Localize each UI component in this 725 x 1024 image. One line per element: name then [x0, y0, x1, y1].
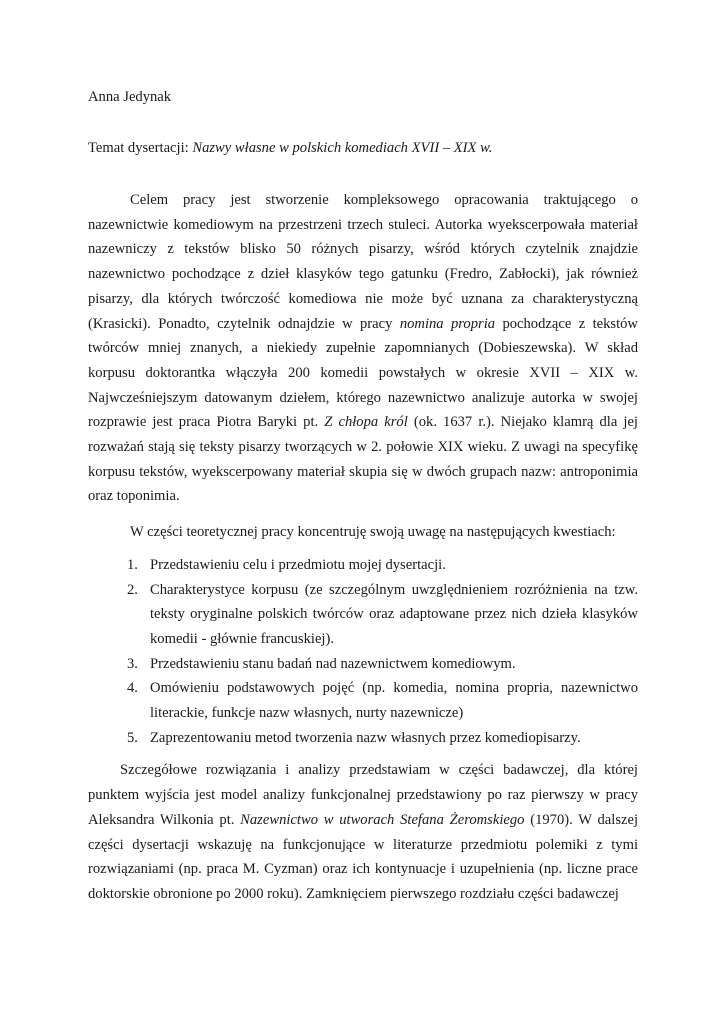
list-item-number: 2.: [127, 581, 138, 598]
list-item-number: 3.: [127, 655, 138, 672]
list-item-text: Charakterystyce korpusu (ze szczególnym uwzględnieniem rozróżnienia na tzw. teksty oryginalne polskich twórców oraz adaptowane przez nich dzieła klasyków komedii - głównie francuskiej).: [150, 581, 638, 647]
paragraph-research-italic-1: Nazewnictwo w utworach Stefana Żeromskiego: [240, 811, 525, 828]
list-item-number: 4.: [127, 680, 138, 697]
paragraph-intro-text-2: pochodzące z tekstów twórców mniej znanych, a niekiedy zupełnie zapomnianych (Dobieszewska). W skład korpusu doktorantka włączyła 200 komedii powstałych w okresie XVII – XIX w. Najwcześniejszym datowanym dziełem, którego nazewnictwo analizuje autorka w swojej rozprawie jest praca Piotra Baryki pt.: [88, 315, 638, 431]
author-name: Anna Jedynak: [88, 89, 172, 105]
list-item-text: Omówieniu podstawowych pojęć (np. komedia, nomina propria, nazewnictwo literackie, funkcje nazw własnych, nurty nazewnicze): [150, 680, 638, 722]
list-item-number: 5.: [127, 729, 138, 746]
paragraph-intro-text-3: (ok. 1637 r.). Niejako klamrą dla jej rozważań stają się teksty pisarzy tworzących w 2. połowie XIX wieku. Z uwagi na specyfikę korpusu tekstów, wyekscerpowany materiał skupia się w dwóch grupach nazw: antroponimia oraz toponimia.: [88, 414, 638, 505]
dissertation-topic: [88, 137, 638, 159]
list-item: [88, 652, 638, 677]
paragraph-research: [88, 758, 638, 906]
list-item-number: 1.: [127, 556, 138, 573]
list-item: [88, 676, 638, 725]
paragraph-intro-italic-2: Z chłopa król: [324, 414, 408, 431]
list-item: [88, 553, 638, 578]
document-page: [88, 86, 638, 907]
paragraph-research-text-2: (1970). W dalszej części dysertacji wskazuję na funkcjonujące w literaturze przedmiotu polemiki z tymi rozwiązaniami (np. praca M. Cyzman) oraz ich kontynuacje i uzupełnienia (np. liczne prace doktorskie obronione po 2000 roku). Zamknięciem pierwszego rozdziału części badawczej: [88, 811, 639, 902]
list-item-text: Zaprezentowaniu metod tworzenia nazw własnych przez komediopisarzy.: [150, 729, 581, 746]
theory-issues-list: [88, 553, 638, 751]
topic-label: Temat dysertacji:: [88, 140, 193, 156]
paragraph-intro-text-1: Celem pracy jest stworzenie kompleksowego opracowania traktującego o nazewnictwie komediowym na przestrzeni trzech stuleci. Autorka wyekscerpowała materiał nazewniczy z tekstów blisko 50 różnych pisarzy, wśród których czytelnik znajdzie nazewnictwo pochodzące z dzieł klasyków tego gatunku (Fredro, Zabłocki), jak również pisarzy, dla których twórczość komediowa nie może być uznana za charakterystyczną (Krasicki). Ponadto, czytelnik odnajdzie w pracy: [88, 192, 638, 332]
list-item: [88, 726, 638, 751]
paragraph-intro: [88, 188, 638, 509]
topic-title: Nazwy własne w polskich komediach XVII – XIX w.: [192, 140, 493, 156]
paragraph-intro-italic-1: nomina propria: [399, 315, 496, 332]
paragraph-theory: W części teoretycznej pracy koncentruję swoją uwagę na następujących kwestiach:: [130, 524, 616, 541]
list-item-text: Przedstawieniu stanu badań nad nazewnictwem komediowym.: [150, 655, 516, 672]
list-item-text: Przedstawieniu celu i przedmiotu mojej dysertacji.: [150, 556, 446, 573]
paragraph-research-text-1: Szczegółowe rozwiązania i analizy przedstawiam w części badawczej, dla której punktem wyjścia jest model analizy funkcjonalnej przedstawiony po raz pierwszy w pracy Aleksandra Wilkonia pt.: [88, 762, 638, 828]
list-item: [88, 578, 638, 652]
